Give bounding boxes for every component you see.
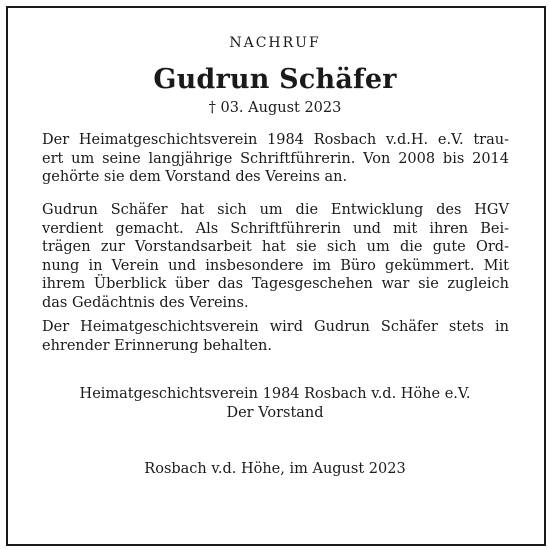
- text-line: Gudrun Schäfer hat sich um die Entwicklung des HGV: [42, 202, 509, 218]
- text-line: Der Heimatgeschichtsverein wird Gudrun Schäfer stets in: [42, 319, 509, 335]
- death-date: † 03. August 2023: [208, 100, 342, 116]
- paragraph-remembrance: [42, 318, 509, 355]
- text-line: ihrem Überblick über das Tagesgeschehen war sie zugleich: [42, 276, 509, 293]
- text-line: das Gedächtnis des Vereins.: [42, 294, 249, 311]
- text-line: ehrender Erinnerung behalten.: [42, 337, 272, 354]
- text-line: trägen zur Vorstandsarbeit hat sie sich um die gute Ord-: [42, 239, 509, 256]
- place-and-date: Rosbach v.d. Höhe, im August 2023: [144, 461, 406, 477]
- notice-heading: NACHRUF: [229, 35, 321, 51]
- text-line: gehörte sie dem Vorstand des Vereins an.: [42, 169, 348, 186]
- text-line: verdient gemacht. Als Schriftführerin und mit ihren Bei-: [42, 220, 509, 237]
- text-line: Der Heimatgeschichtsverein 1984 Rosbach v.d.H. e.V. trau-: [42, 132, 509, 148]
- text-line: nung in Verein und insbesondere im Büro gekümmert. Mit: [42, 257, 509, 274]
- text-line: ert um seine langjährige Schriftführerin. Von 2008 bis 2014: [42, 150, 509, 167]
- deceased-name: Gudrun Schäfer: [153, 64, 397, 95]
- signature-board: Der Vorstand: [226, 405, 324, 421]
- signature-organization: Heimatgeschichtsverein 1984 Rosbach v.d. Höhe e.V.: [79, 386, 471, 402]
- paragraph-merits: [42, 201, 509, 313]
- paragraph-intro: [42, 131, 509, 187]
